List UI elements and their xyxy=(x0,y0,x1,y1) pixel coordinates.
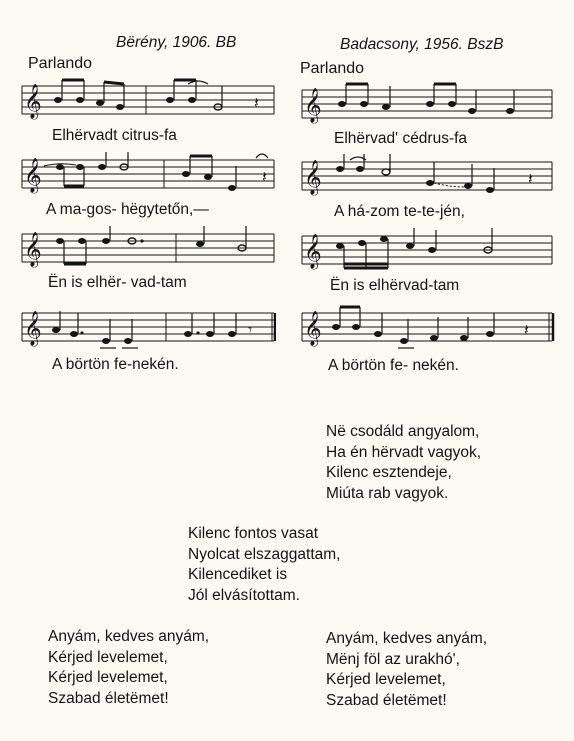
verse-line: Kilenc fontos vasat xyxy=(188,525,319,542)
music-staff-left-3 xyxy=(20,226,276,274)
verse-line: Nyolcat elszaggattam, xyxy=(188,545,341,563)
svg-text:𝄽: 𝄽 xyxy=(528,169,533,188)
svg-text:𝄞: 𝄞 xyxy=(304,160,322,195)
lyric-right-4: A börtön fe- nekén. xyxy=(328,357,459,374)
music-staff-right-1 xyxy=(300,82,556,128)
lyric-right-2: A há-zom te-te-jén, xyxy=(334,203,465,220)
source-left: Bërény, 1906. BB xyxy=(116,34,237,51)
tempo-right: Parlando xyxy=(300,60,365,77)
lyric-right-3: Ën is elhërvad-tam xyxy=(330,277,460,294)
music-staff-right-4 xyxy=(300,305,556,357)
svg-text:𝄞: 𝄞 xyxy=(304,234,322,269)
verse-line: Kérjed levelemet, xyxy=(326,671,446,688)
verse-line: Kilencediket is xyxy=(188,566,288,583)
svg-text:𝄾: 𝄾 xyxy=(248,320,253,339)
verse-line: Kilenc esztendeje, xyxy=(326,464,452,481)
music-staff-right-3 xyxy=(300,228,556,276)
tempo-left: Parlando xyxy=(28,55,93,72)
lyric-left-4: A börtön fe-nekén. xyxy=(52,356,179,373)
lyric-right-1: Elhërvad' cédrus-fa xyxy=(334,130,468,147)
verse-3 xyxy=(188,524,341,606)
music-staff-right-2 xyxy=(300,154,556,202)
verse-line: Jól elvásítottam. xyxy=(188,586,300,604)
verse-4-left xyxy=(48,627,209,709)
verse-line: Kérjed levelemet, xyxy=(48,669,168,686)
svg-text:𝄽: 𝄽 xyxy=(254,93,259,112)
verse-line: Në csodáld angyalom, xyxy=(326,423,480,440)
music-staff-left-4 xyxy=(20,305,276,357)
verse-line: Ha én hërvadt vagyok, xyxy=(326,443,482,461)
verse-line: Szabad életëmet! xyxy=(48,689,169,707)
verse-line: Anyám, kedves anyám, xyxy=(326,630,488,647)
svg-text:𝄞: 𝄞 xyxy=(24,158,42,193)
svg-text:𝄞: 𝄞 xyxy=(24,84,42,119)
lyric-left-2: A ma-gos- hëgytetőn,— xyxy=(46,201,209,218)
svg-text:𝄽: 𝄽 xyxy=(524,320,529,339)
music-staff-left-1 xyxy=(20,78,276,128)
verse-line: Anyám, kedves anyám, xyxy=(48,628,210,645)
verse-line: Miúta rab vagyok. xyxy=(326,484,449,502)
verse-4-right xyxy=(326,629,487,711)
verse-line: Mënj föl az urakhó', xyxy=(326,650,460,668)
svg-text:𝄞: 𝄞 xyxy=(24,311,42,346)
lyric-left-3: Ën is elhër- vad-tam xyxy=(48,274,187,291)
source-right: Badacsony, 1956. BszB xyxy=(340,36,504,53)
verse-line: Kérjed levelemet, xyxy=(48,648,168,666)
verse-2 xyxy=(326,422,481,504)
music-staff-left-2 xyxy=(20,152,276,200)
verse-line: Szabad életëmet! xyxy=(326,691,447,709)
svg-text:𝄽: 𝄽 xyxy=(262,167,267,186)
svg-text:𝄞: 𝄞 xyxy=(304,311,322,346)
lyric-left-1: Elhërvadt citrus-fa xyxy=(52,127,177,144)
svg-text:𝄞: 𝄞 xyxy=(24,232,42,267)
svg-text:𝄞: 𝄞 xyxy=(304,88,322,123)
